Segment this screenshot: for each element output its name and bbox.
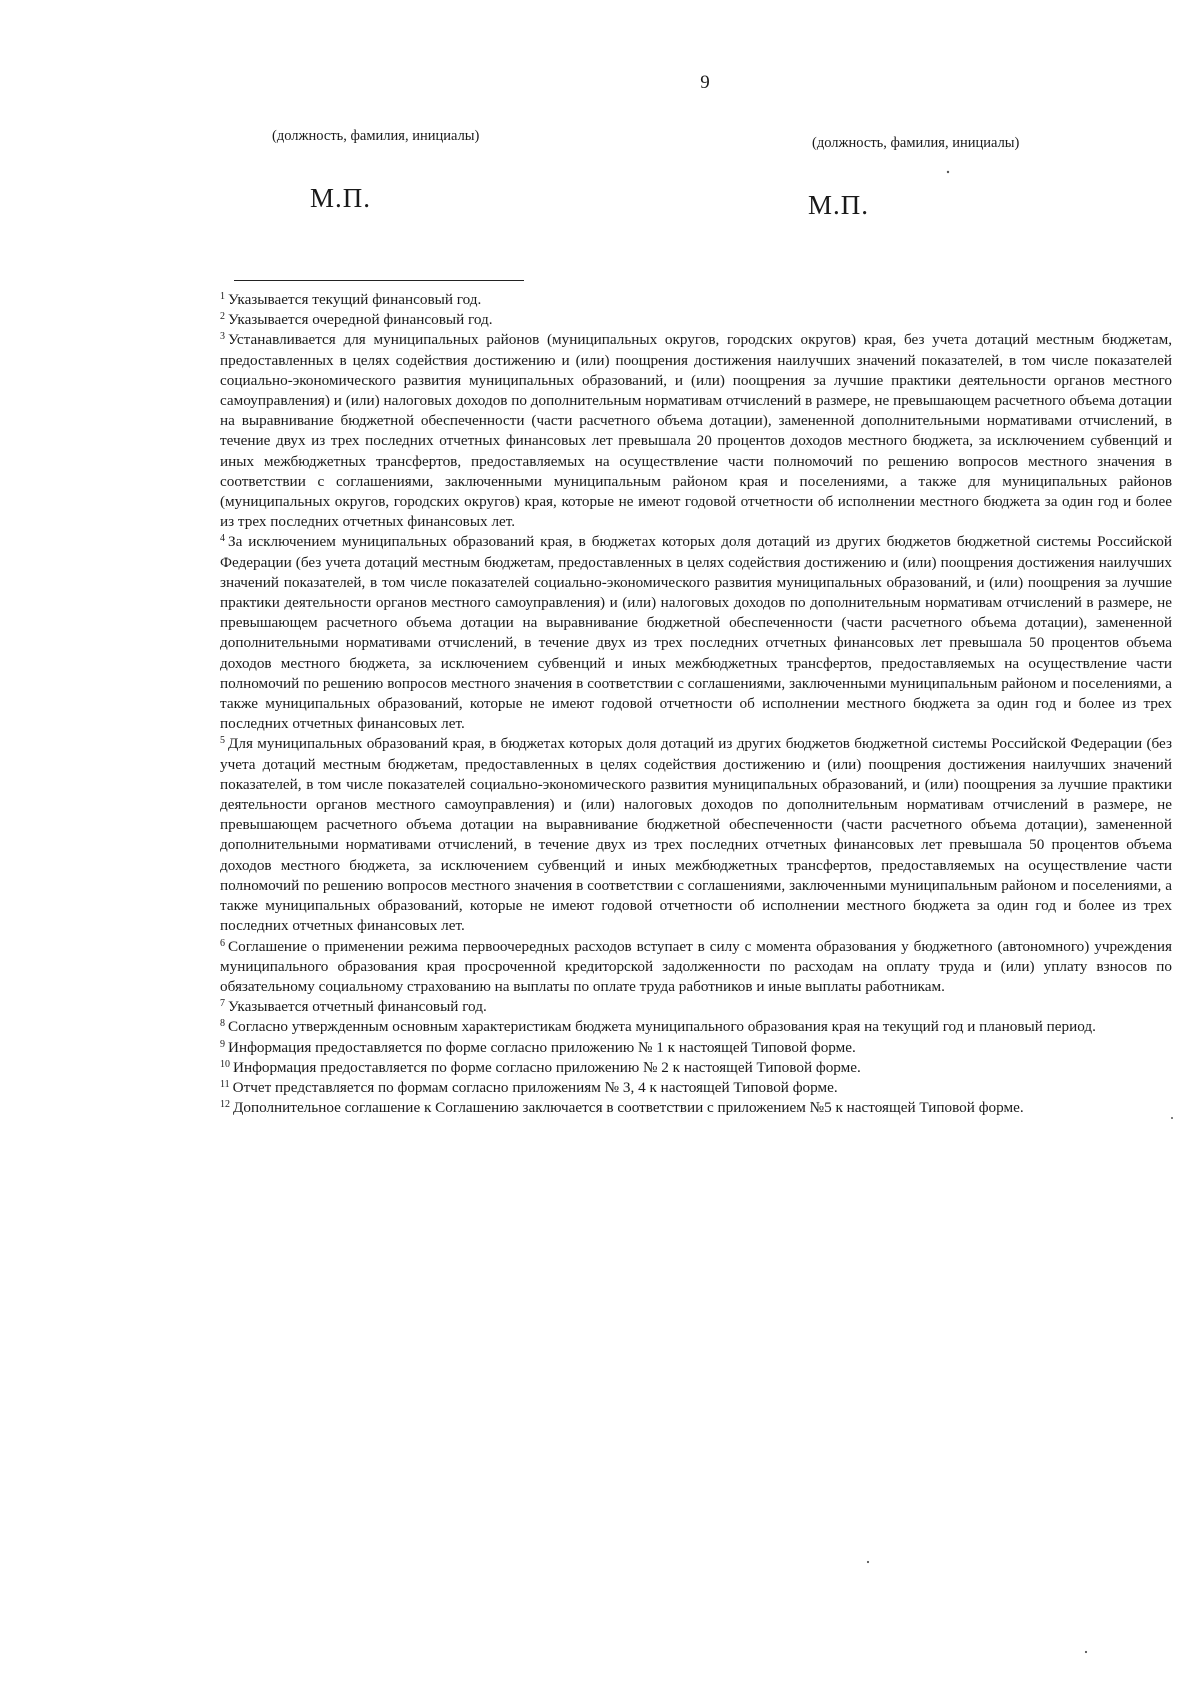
- footnote-text: Дополнительное соглашение к Соглашению заключается в соответствии с приложением №5 к настоящей Типовой форме.: [233, 1099, 1024, 1117]
- footnote-number: 8: [220, 1018, 225, 1030]
- footnote-number: 6: [220, 937, 225, 949]
- footnote-text: Указывается отчетный финансовый год.: [228, 998, 487, 1016]
- footnote-text: Отчет представляется по формам согласно приложениям № 3, 4 к настоящей Типовой форме.: [232, 1078, 838, 1096]
- footnote-text: Информация предоставляется по форме согласно приложению № 2 к настоящей Типовой форме.: [233, 1058, 861, 1076]
- page-number: 9: [700, 72, 710, 93]
- footnote-number: 3: [220, 331, 225, 343]
- right-stamp-placeholder: М.П.: [808, 190, 870, 220]
- left-stamp-placeholder: М.П.: [310, 183, 372, 213]
- footnote-number: 1: [220, 291, 225, 302]
- footnote-number: 7: [220, 998, 225, 1010]
- footnote-number: 5: [220, 735, 225, 747]
- footnote-text: Согласно утвержденным основным характеристикам бюджета муниципального образования края на текущий год и плановый период.: [228, 1018, 1096, 1036]
- right-signature-caption: (должность, фамилия, инициалы): [812, 135, 1020, 151]
- footnote-text: За исключением муниципальных образований края, в бюджетах которых доля дотаций из других бюджетов бюджетной системы Российской Федерации (без учета дотаций местным бюджетам, предоставленных в целях содействия достижению и (или) поощрения достижения наилучших значений показателей, в том числе показателей социально-экономического развития муниципальных образований, и (или) поощрения за лучшие практики деятельности органов местного самоуправления) и (или) налоговых доходов по дополнительным нормативам отчислений в размере, не превышающем расчетного объема дотации на выравнивание бюджетной обеспеченности (части расчетного объема дотации), замененной дополнительными нормативами отчислений, в течение двух из трех последних отчетных финансовых лет превышала 50 процентов объема доходов местного бюджета, за исключением субвенций и иных межбюджетных трансфертов, предоставляемых на осуществление части полномочий по решению вопросов местного значения в соответствии с соглашениями, заключенными муниципальным районом и поселениями, а также муниципальных образований, которые не имеют годовой отчетности об исполнении местного бюджета за один год и более из трех последних отчетных финансовых лет.: [220, 533, 1172, 733]
- footnote-number: 9: [220, 1038, 225, 1050]
- scan-speck: [1085, 1651, 1087, 1653]
- footnote-text: Указывается очередной финансовый год.: [228, 311, 493, 329]
- scan-speck: [1171, 1117, 1173, 1119]
- footnote-number: 2: [220, 311, 225, 323]
- footnote-text: Соглашение о применении режима первоочередных расходов вступает в силу с момента образования у бюджетного (автономного) учреждения муниципального образования края просроченной кредиторской задолженности по расходам на оплату труда и (или) уплату взносов по обязательному социальному страхованию на выплаты по оплате труда работников и иные выплаты работникам.: [220, 937, 1172, 995]
- scan-speck: [947, 171, 949, 173]
- footnote-text: Указывается текущий финансовый год.: [228, 291, 482, 308]
- footnote-text: Для муниципальных образований края, в бюджетах которых доля дотаций из других бюджетов бюджетной системы Российской Федерации (без учета дотаций местным бюджетам, предоставленных в целях содействия достижению и (или) поощрения достижения наилучших значений показателей, в том числе показателей социально-экономического развития муниципальных образований, и (или) поощрения за лучшие практики деятельности органов местного самоуправления) и (или) налоговых доходов по дополнительным нормативам отчислений в размере, не превышающем расчетного объема дотации на выравнивание бюджетной обеспеченности (части расчетного объема дотации), замененной дополнительными нормативами отчислений, в течение двух из трех последних отчетных финансовых лет превышала 50 процентов объема доходов местного бюджета, за исключением субвенций и иных межбюджетных трансфертов, предоставляемых на осуществление части полномочий по решению вопросов местного значения в соответствии с соглашениями, заключенными муниципальным районом и поселениями, а также муниципальных образований, которые не имеют годовой отчетности об исполнении местного бюджета за один год и более из трех последних отчетных финансовых лет.: [220, 735, 1172, 935]
- footnote-number: 4: [220, 533, 225, 545]
- footnote-number: 11: [220, 1078, 230, 1090]
- scan-speck: [867, 1561, 869, 1563]
- footnote-text: Информация предоставляется по форме согласно приложению № 1 к настоящей Типовой форме.: [228, 1038, 856, 1056]
- left-signature-caption: (должность, фамилия, инициалы): [272, 128, 480, 144]
- footnote-number: 12: [220, 1099, 230, 1111]
- footnote-text: Устанавливается для муниципальных районов (муниципальных округов, городских округов) края, без учета дотаций местным бюджетам, предоставленных в целях содействия достижению и (или) поощрения достижения наилучших значений показателей, в том числе показателей социально-экономического развития муниципальных образований, и (или) поощрения за лучшие практики деятельности органов местного самоуправления) и (или) налоговых доходов по дополнительным нормативам отчислений в размере, не превышающем расчетного объема дотации на выравнивание бюджетной обеспеченности (части расчетного объема дотации), замененной дополнительными нормативами отчислений, в течение двух из трех последних отчетных финансовых лет превышала 20 процентов доходов местного бюджета, за исключением субвенций и иных межбюджетных трансфертов, предоставляемых на осуществление части полномочий по решению вопросов местного значения в соответствии с соглашениями, заключенными муниципальным районом края и поселениями, а также для муниципальных районов (муниципальных округов, городских округов) края, которые не имеют годовой отчетности об исполнении местного бюджета за один год и более из трех последних отчетных финансовых лет.: [220, 331, 1172, 531]
- footnote-number: 10: [220, 1058, 230, 1070]
